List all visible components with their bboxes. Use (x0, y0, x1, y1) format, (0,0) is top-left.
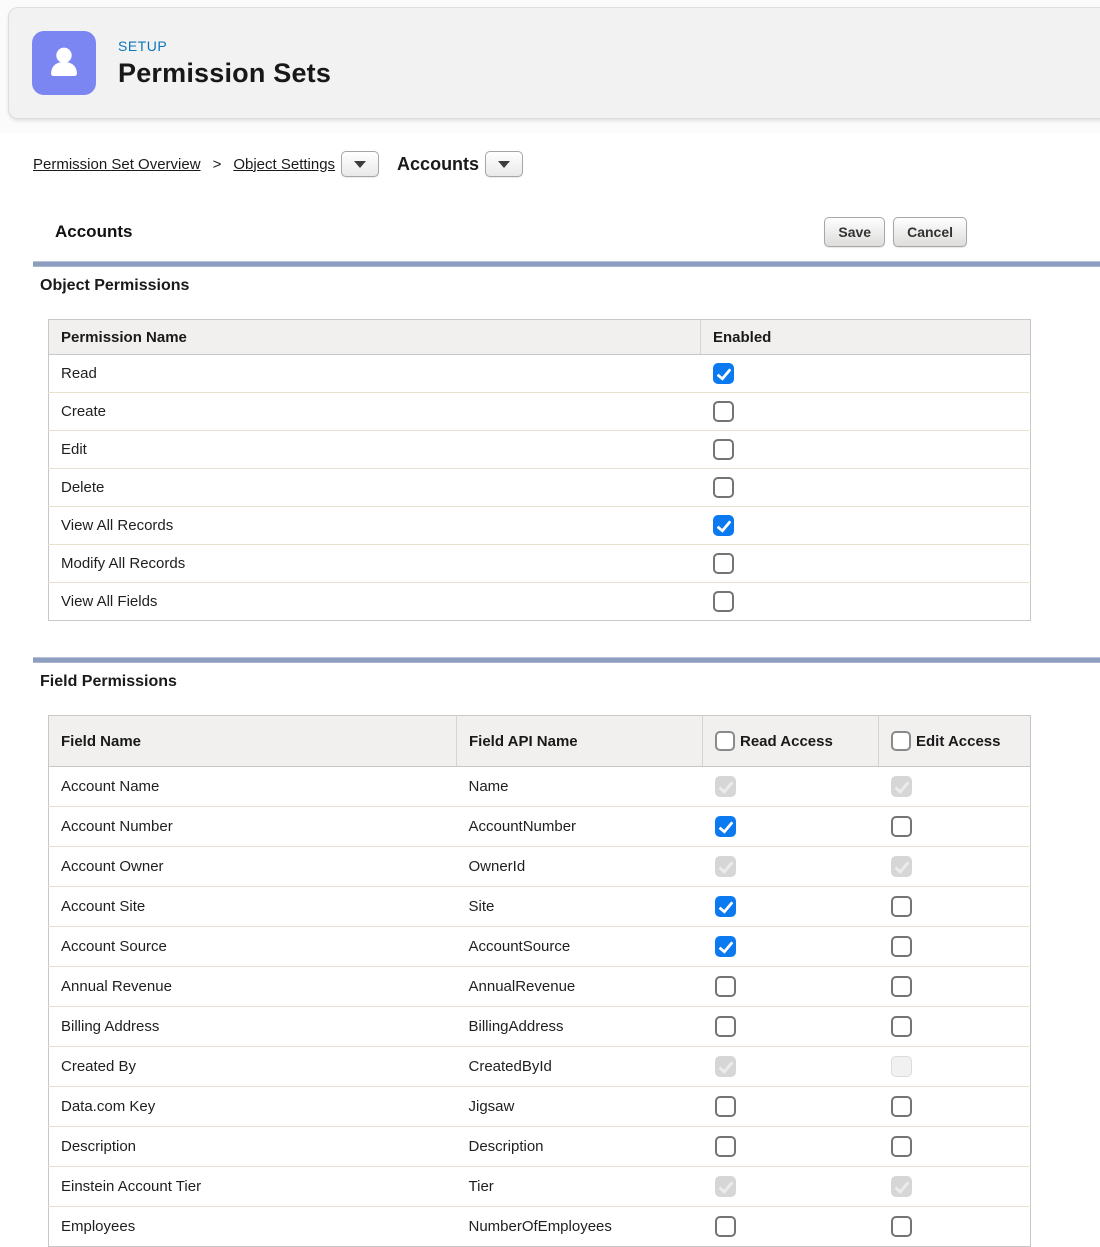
table-row (49, 1047, 1031, 1087)
permission-name-cell: Create (49, 393, 701, 431)
enabled-checkbox[interactable] (713, 401, 734, 422)
edit-access-cell (879, 967, 1031, 1007)
table-row (49, 1207, 1031, 1247)
field-name-cell: Data.com Key (49, 1087, 457, 1127)
edit-access-checkbox[interactable] (891, 816, 912, 837)
enabled-checkbox[interactable] (713, 477, 734, 498)
breadcrumb (33, 151, 1100, 177)
read-access-checkbox[interactable] (715, 1016, 736, 1037)
field-name-cell: Account Source (49, 927, 457, 967)
read-access-cell (703, 927, 879, 967)
field-api-name-cell: Jigsaw (457, 1087, 703, 1127)
edit-access-cell (879, 1127, 1031, 1167)
cancel-button[interactable]: Cancel (893, 217, 967, 247)
table-row (49, 1167, 1031, 1207)
read-access-cell (703, 967, 879, 1007)
field-api-name-cell: AnnualRevenue (457, 967, 703, 1007)
field-name-cell: Account Site (49, 887, 457, 927)
table-row (49, 1127, 1031, 1167)
object-settings-dropdown-button[interactable] (341, 151, 379, 177)
enabled-cell (701, 393, 1031, 431)
edit-access-checkbox[interactable] (891, 896, 912, 917)
read-access-checkbox[interactable] (715, 896, 736, 917)
breadcrumb-link-object-settings[interactable]: Object Settings (233, 155, 336, 173)
column-header-field-name: Field Name (49, 716, 457, 767)
field-api-name-cell: Name (457, 767, 703, 807)
edit-access-checkbox[interactable] (891, 1016, 912, 1037)
edit-access-checkbox (891, 1176, 912, 1197)
column-header-permission-name: Permission Name (49, 320, 701, 355)
edit-access-cell (879, 1207, 1031, 1247)
permission-name-cell: Edit (49, 431, 701, 469)
column-header-enabled: Enabled (701, 320, 1031, 355)
field-name-cell: Account Owner (49, 847, 457, 887)
read-access-checkbox[interactable] (715, 816, 736, 837)
edit-access-checkbox[interactable] (891, 936, 912, 957)
enabled-cell (701, 431, 1031, 469)
field-api-name-cell: Site (457, 887, 703, 927)
column-header-edit-access (879, 716, 1031, 767)
field-api-name-cell: NumberOfEmployees (457, 1207, 703, 1247)
edit-access-checkbox (891, 1056, 912, 1077)
read-access-cell (703, 767, 879, 807)
read-access-checkbox[interactable] (715, 936, 736, 957)
field-api-name-cell: Tier (457, 1167, 703, 1207)
field-api-name-cell: BillingAddress (457, 1007, 703, 1047)
field-permissions-header-row (49, 716, 1031, 767)
read-access-checkbox (715, 856, 736, 877)
field-api-name-cell: AccountSource (457, 927, 703, 967)
field-name-cell: Billing Address (49, 1007, 457, 1047)
table-row (49, 469, 1031, 507)
read-access-checkbox[interactable] (715, 1096, 736, 1117)
table-row (49, 393, 1031, 431)
save-button[interactable]: Save (824, 217, 885, 247)
read-access-checkbox[interactable] (715, 976, 736, 997)
table-row (49, 807, 1031, 847)
breadcrumb-link-permission-set-overview[interactable]: Permission Set Overview (33, 155, 201, 173)
section-divider (33, 261, 1100, 267)
enabled-cell (701, 469, 1031, 507)
edit-access-cell (879, 927, 1031, 967)
read-access-checkbox[interactable] (715, 1136, 736, 1157)
read-access-cell (703, 1007, 879, 1047)
accounts-dropdown-button[interactable] (485, 151, 523, 177)
edit-access-cell (879, 1007, 1031, 1047)
setup-header-card (8, 7, 1100, 119)
read-access-select-all-checkbox[interactable] (715, 731, 735, 751)
field-api-name-cell: CreatedById (457, 1047, 703, 1087)
permission-name-cell: View All Records (49, 507, 701, 545)
enabled-cell (701, 355, 1031, 393)
table-row (49, 967, 1031, 1007)
read-access-checkbox (715, 1176, 736, 1197)
read-access-cell (703, 887, 879, 927)
table-row (49, 927, 1031, 967)
field-name-cell: Created By (49, 1047, 457, 1087)
edit-access-cell (879, 887, 1031, 927)
object-permissions-header-row (49, 320, 1031, 355)
read-access-checkbox[interactable] (715, 1216, 736, 1237)
read-access-checkbox (715, 776, 736, 797)
read-access-cell (703, 1207, 879, 1247)
edit-access-checkbox (891, 776, 912, 797)
chevron-down-icon (354, 161, 366, 168)
read-access-cell (703, 847, 879, 887)
table-row (49, 545, 1031, 583)
breadcrumb-current-accounts: Accounts (397, 153, 480, 174)
edit-access-cell (879, 807, 1031, 847)
enabled-checkbox[interactable] (713, 439, 734, 460)
edit-access-checkbox[interactable] (891, 1136, 912, 1157)
read-access-cell (703, 1047, 879, 1087)
field-api-name-cell: AccountNumber (457, 807, 703, 847)
field-api-name-cell: OwnerId (457, 847, 703, 887)
field-name-cell: Employees (49, 1207, 457, 1247)
read-access-cell (703, 1087, 879, 1127)
edit-access-checkbox[interactable] (891, 1096, 912, 1117)
page-title: Permission Sets (118, 57, 332, 88)
permission-name-cell: Read (61, 365, 97, 382)
edit-access-cell (879, 767, 1031, 807)
field-name-cell: Account Number (49, 807, 457, 847)
setup-eyebrow: SETUP (118, 37, 168, 54)
read-access-cell (703, 1167, 879, 1207)
edit-access-cell (879, 847, 1031, 887)
table-row (49, 1087, 1031, 1127)
table-row (49, 887, 1031, 927)
setup-header-band (0, 0, 1100, 133)
edit-access-checkbox[interactable] (891, 1216, 912, 1237)
user-icon (43, 40, 85, 87)
table-row (49, 583, 1031, 621)
title-row (55, 217, 967, 247)
table-row (49, 847, 1031, 887)
column-header-read-access (703, 716, 879, 767)
table-row (49, 355, 1031, 393)
permission-name-cell: Delete (49, 469, 701, 507)
field-name-cell: Einstein Account Tier (49, 1167, 457, 1207)
section-divider (33, 657, 1100, 663)
read-access-header-label: Read Access (740, 732, 833, 750)
edit-access-select-all-checkbox[interactable] (891, 731, 911, 751)
edit-access-checkbox (891, 856, 912, 877)
edit-access-header-label: Edit Access (916, 732, 1001, 750)
enabled-checkbox[interactable] (713, 591, 734, 612)
table-row (49, 767, 1031, 807)
permission-name-cell: View All Fields (49, 583, 701, 621)
enabled-cell (701, 507, 1031, 545)
breadcrumb-separator: > (212, 155, 222, 173)
table-row (49, 431, 1031, 469)
object-permissions-heading: Object Permissions (40, 277, 190, 294)
entity-title: Accounts (55, 222, 133, 241)
table-row (49, 507, 1031, 545)
read-access-cell (703, 1127, 879, 1167)
field-permissions-heading: Field Permissions (40, 673, 177, 690)
enabled-cell (701, 583, 1031, 621)
edit-access-checkbox[interactable] (891, 976, 912, 997)
edit-access-cell (879, 1167, 1031, 1207)
table-row (49, 1007, 1031, 1047)
read-access-checkbox (715, 1056, 736, 1077)
enabled-checkbox[interactable] (713, 363, 734, 384)
permission-sets-icon (32, 31, 96, 95)
action-buttons (824, 217, 967, 247)
read-access-cell (703, 807, 879, 847)
chevron-down-icon (498, 161, 510, 168)
enabled-checkbox[interactable] (713, 515, 734, 536)
enabled-checkbox[interactable] (713, 553, 734, 574)
field-permissions-table (48, 715, 1031, 1247)
object-permissions-table (48, 319, 1031, 621)
enabled-cell (701, 545, 1031, 583)
edit-access-cell (879, 1087, 1031, 1127)
field-name-cell: Description (49, 1127, 457, 1167)
permission-name-cell: Modify All Records (49, 545, 701, 583)
field-name-cell: Annual Revenue (49, 967, 457, 1007)
field-api-name-cell: Description (457, 1127, 703, 1167)
edit-access-cell (879, 1047, 1031, 1087)
field-name-cell: Account Name (49, 767, 457, 807)
column-header-field-api-name: Field API Name (457, 716, 703, 767)
